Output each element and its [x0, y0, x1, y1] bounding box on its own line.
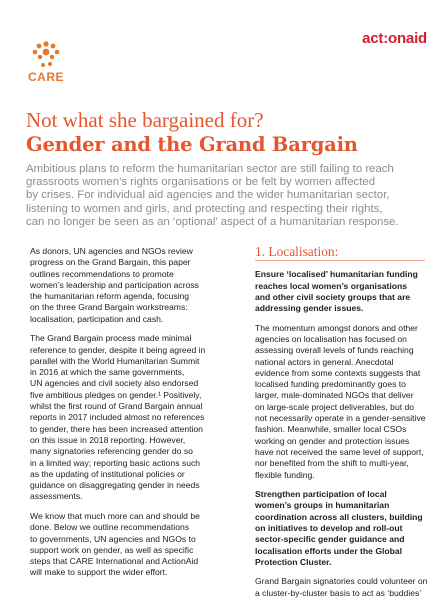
text-line: assessments. — [30, 491, 83, 502]
left-paragraph-1 — [30, 246, 220, 325]
intro-line: Ambitious plans to reform the humanitarian sector are still failing to reach — [26, 163, 394, 175]
text-line: localisation efforts under the Global — [255, 545, 403, 556]
text-line: the humanitarian reform agenda, focusing — [30, 291, 190, 302]
text-line: on initiatives to develop and roll-out — [255, 522, 403, 533]
text-line: women’s groups in humanitarian — [255, 500, 390, 511]
text-line: Strengthen participation of local — [255, 489, 387, 500]
text-line: reports in 2017 included almost no references — [30, 412, 205, 423]
text-line: to governments, UN agencies and NGOs to — [30, 533, 196, 544]
text-line: and other civil society groups that are — [255, 291, 411, 302]
text-line: in 2016 at which the same governments, — [30, 367, 185, 378]
text-line: assessing overall levels of funds reaching — [255, 345, 414, 356]
text-line: fashion. Meanwhile, smaller local CSOs — [255, 424, 407, 435]
text-line: As donors, UN agencies and NGOs review — [30, 246, 193, 256]
body-paragraph-1 — [255, 323, 435, 481]
text-line: reaches local women’s organisations — [255, 280, 408, 291]
intro-line: by crises. For individual aid agencies and the wider humanitarian sector, — [26, 189, 390, 202]
care-logo-text: CARE — [28, 70, 65, 84]
text-line: flexible funding. — [255, 469, 315, 480]
care-logo-mark — [26, 40, 66, 72]
text-line: localisation, participation and cash. — [30, 313, 164, 324]
text-line: Ensure ‘localised’ humanitarian funding — [255, 269, 418, 280]
text-line: have not received the same level of support, — [255, 446, 424, 457]
text-line: We know that much more can and should be — [30, 510, 200, 521]
actionaid-logo: act:onaid — [362, 30, 427, 47]
intro-line: grassroots women’s rights organisations or be felt by women affected — [26, 176, 376, 189]
text-line: agencies on localisation has focused on — [255, 333, 407, 344]
text-line: evidence from some contexts suggests that — [255, 367, 421, 378]
text-line: five ambitious pledges on gender.¹ Positively, — [30, 389, 202, 400]
text-line: working on gender and protection issues — [255, 435, 410, 446]
text-line: The Grand Bargain process made minimal — [30, 333, 192, 344]
left-paragraph-2 — [30, 333, 220, 502]
text-line: sector-specific gender guidance and — [255, 534, 405, 545]
text-line: Grand Bargain signatories could volunteer on — [255, 576, 428, 587]
recommendation-1 — [255, 269, 435, 314]
text-line: progress on the Grand Bargain, this paper — [30, 257, 191, 268]
intro-line: can no longer be seen as an ‘optional’ aspect of a humanitarian response. — [26, 215, 399, 228]
left-column — [30, 246, 220, 587]
intro-line: listening to women and girls, and protecting and respecting their rights, — [26, 202, 383, 215]
text-line: whilst the first round of Grand Bargain annual — [30, 401, 203, 412]
text-line: national actors in general. Anecdotal — [255, 356, 394, 367]
text-line: on the three Grand Bargain workstreams: — [30, 302, 188, 313]
heading-divider — [255, 260, 425, 261]
text-line: addressing gender issues. — [255, 303, 364, 314]
text-line: as the updating of institutional policies or — [30, 468, 185, 479]
text-line: UN agencies and civil society also endorsed — [30, 378, 199, 389]
text-line: localised funding predominantly goes to — [255, 379, 406, 390]
text-line: larger, male-dominated NGOs that deliver — [255, 390, 414, 401]
text-line: on this issue in 2018 reporting. However, — [30, 434, 186, 445]
text-line: to gender, there has been increased attention — [30, 423, 203, 434]
text-line: on large-scale project deliverables, but do — [255, 401, 415, 412]
page-title-line-2: Gender and the Grand Bargain — [26, 133, 358, 156]
text-line: nor benefited from the shift to multi-year, — [255, 458, 409, 469]
text-line: steps that CARE International and ActionAid — [30, 556, 199, 567]
recommendation-2 — [255, 489, 435, 568]
text-line: a cluster-by-cluster basis to act as ‘buddies’ — [255, 587, 422, 598]
page-title-line-1: Not what she bargained for? — [26, 108, 264, 132]
text-line: guidance on disaggregating gender in needs — [30, 480, 200, 491]
text-line: not necessarily operate in a gender-sensitive — [255, 413, 426, 424]
intro-paragraph — [26, 163, 426, 229]
text-line: many signatories referencing gender do so — [30, 446, 193, 457]
section-heading — [255, 246, 435, 261]
text-line: support work on gender, as well as specific — [30, 544, 194, 555]
section-heading-text: 1. Localisation: — [255, 244, 339, 259]
right-column — [255, 246, 435, 607]
text-line: Protection Cluster. — [255, 556, 332, 567]
left-paragraph-3 — [30, 511, 220, 579]
text-line: parallel with the World Humanitarian Summit — [30, 355, 200, 366]
text-line: outlines recommendations to promote — [30, 268, 174, 279]
text-line: done. Below we outline recommendations — [30, 522, 190, 533]
text-line: women’s leadership and participation across — [30, 279, 199, 290]
text-line: in a limited way; reporting basic actions such — [30, 457, 201, 468]
text-line: The momentum amongst donors and other — [255, 322, 418, 333]
text-line: coordination across all clusters, building — [255, 511, 423, 522]
body-paragraph-2 — [255, 576, 435, 599]
text-line: will make to support the wider effort. — [30, 567, 168, 578]
text-line: reference to gender, despite it being agreed in — [30, 344, 206, 355]
